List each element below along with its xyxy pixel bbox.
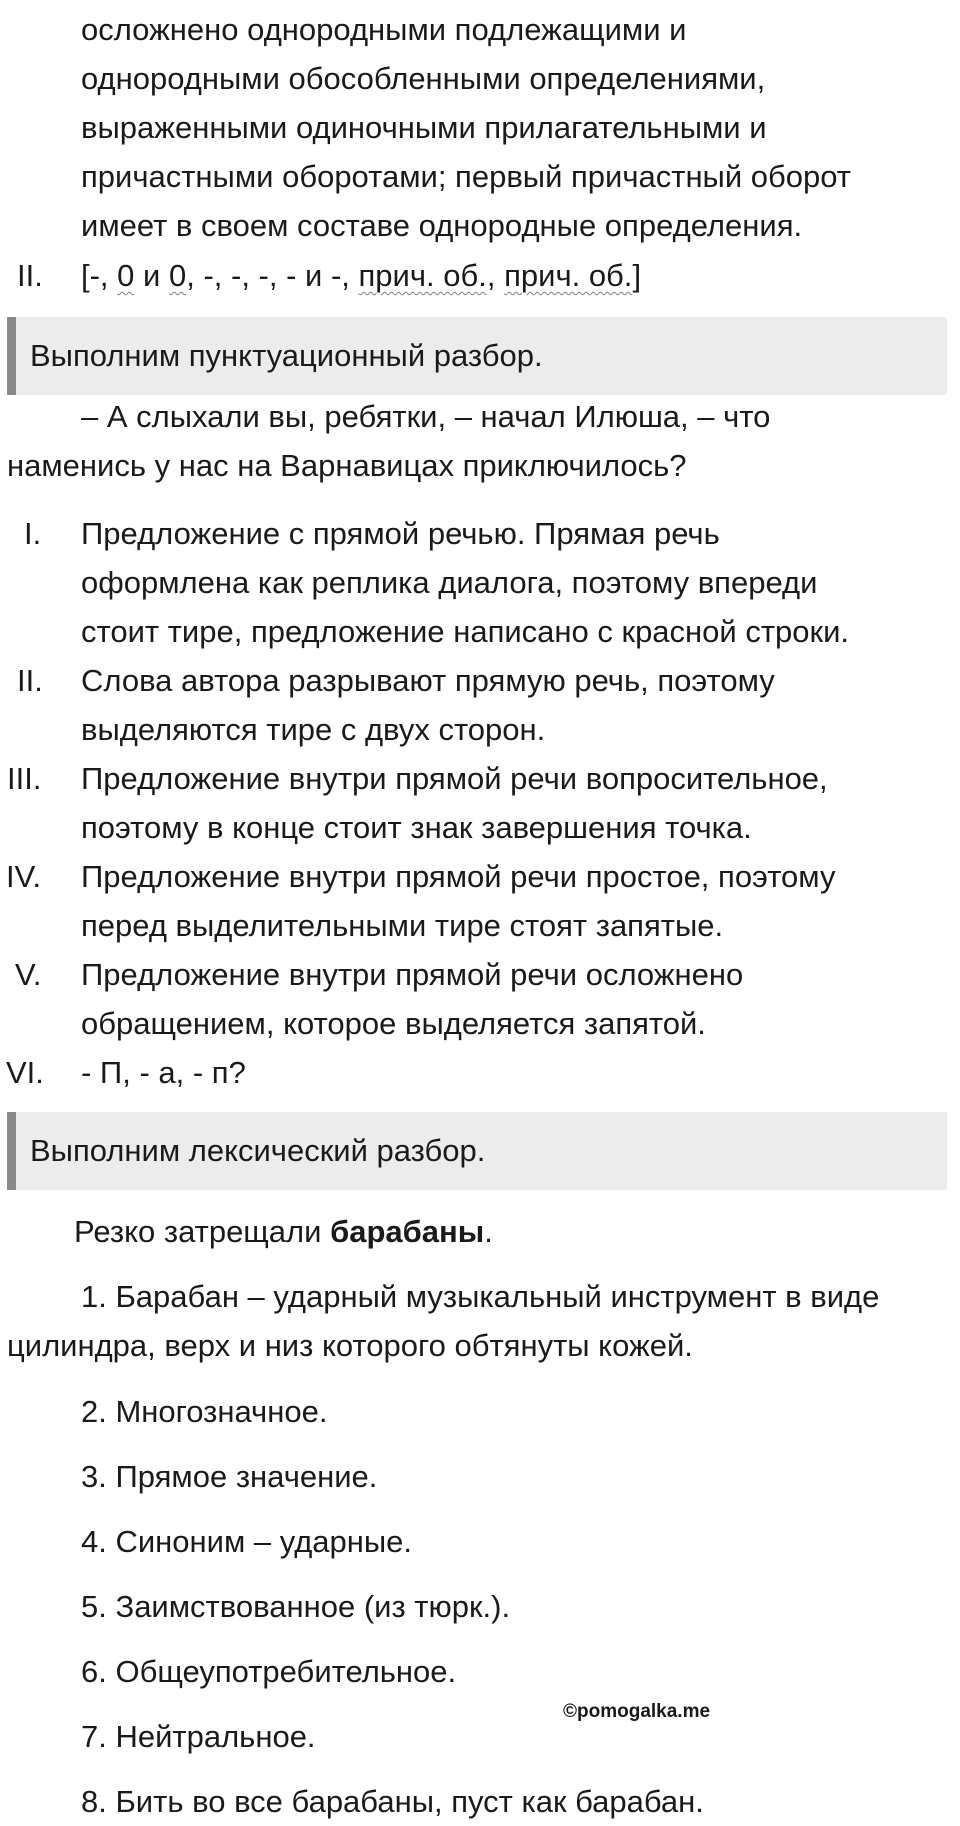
analysis-item: 8. Бить во все барабаны, пуст как барабан. [81,1784,704,1819]
scheme-part: , -, -, -, - и -, [186,258,359,293]
analysis-item: 5. Заимствованное (из тюрк.). [81,1589,511,1624]
analysis-item: 7. Нейтральное. [81,1719,316,1754]
watermark: ©pomogalka.me [563,1701,711,1722]
scheme-part: [-, [81,258,118,293]
list-marker: II. [17,258,43,293]
list-item-line: Предложение внутри прямой речи вопросительное, [81,761,828,796]
list-item-line: оформлена как реплика диалога, поэтому впереди [81,565,818,600]
sentence-text: . [484,1214,493,1249]
analysis-item: 6. Общеупотребительное. [81,1654,457,1689]
example-sentence-line: – А слыхали вы, ребятки, – начал Илюша, – что [81,399,771,434]
section-heading-banner [7,1112,947,1190]
section-heading: Выполним лексический разбор. [30,1133,486,1168]
list-item-line: Слова автора разрывают прямую речь, поэтому [81,663,775,698]
list-item-line: - П, - а, - п? [81,1055,246,1090]
list-item-line: выделяются тире с двух сторон. [81,712,546,747]
paragraph-line: причастными оборотами; первый причастный оборот [81,159,852,194]
scheme-zero: 0 [117,258,135,293]
paragraph-line: однородными обособленными определениями, [81,61,766,96]
analysis-item: 2. Многозначное. [81,1394,328,1429]
analyzed-word: барабаны [330,1214,485,1249]
list-item-line: Предложение внутри прямой речи осложнено [81,957,744,992]
list-item-line: обращением, которое выделяется запятой. [81,1006,706,1041]
list-marker: I. [24,516,42,551]
list-item-line: стоит тире, предложение написано с красной строки. [81,614,850,649]
section-heading: Выполним пунктуационный разбор. [30,338,543,373]
paragraph-line: имеет в своем составе однородные определения. [81,208,803,243]
scheme-part: , [486,258,505,293]
paragraph-line: выраженными одиночными прилагательными и [81,110,767,145]
paragraph-line: осложнено однородными подлежащими и [81,12,687,47]
section-heading-banner [7,317,947,395]
sentence-scheme [81,256,641,296]
scheme-part: ] [632,258,642,293]
example-sentence [74,1212,493,1252]
scheme-zero: 0 [168,258,187,293]
analysis-item-line: 1. Барабан – ударный музыкальный инструмент в виде [81,1279,880,1314]
list-marker: V. [15,957,42,992]
list-marker: II. [17,663,43,698]
list-item-line: перед выделительными тире стоят запятые. [81,908,724,943]
list-marker: VI. [6,1055,44,1090]
list-item-line: поэтому в конце стоит знак завершения точка. [81,810,752,845]
scheme-part: и [134,258,169,293]
scheme-participle: прич. об. [504,258,633,293]
list-item-line: Предложение с прямой речью. Прямая речь [81,516,720,551]
list-marker: III. [7,761,42,796]
list-marker: IV. [6,859,42,894]
analysis-item-line: цилиндра, верх и низ которого обтянуты кожей. [7,1328,693,1363]
analysis-item: 4. Синоним – ударные. [81,1524,413,1559]
list-item-line: Предложение внутри прямой речи простое, поэтому [81,859,836,894]
analysis-item: 3. Прямое значение. [81,1459,378,1494]
example-sentence-line: наменись у нас на Варнавицах приключилось? [7,448,687,483]
sentence-text: Резко затрещали [74,1214,331,1249]
scheme-participle: прич. об. [358,258,487,293]
